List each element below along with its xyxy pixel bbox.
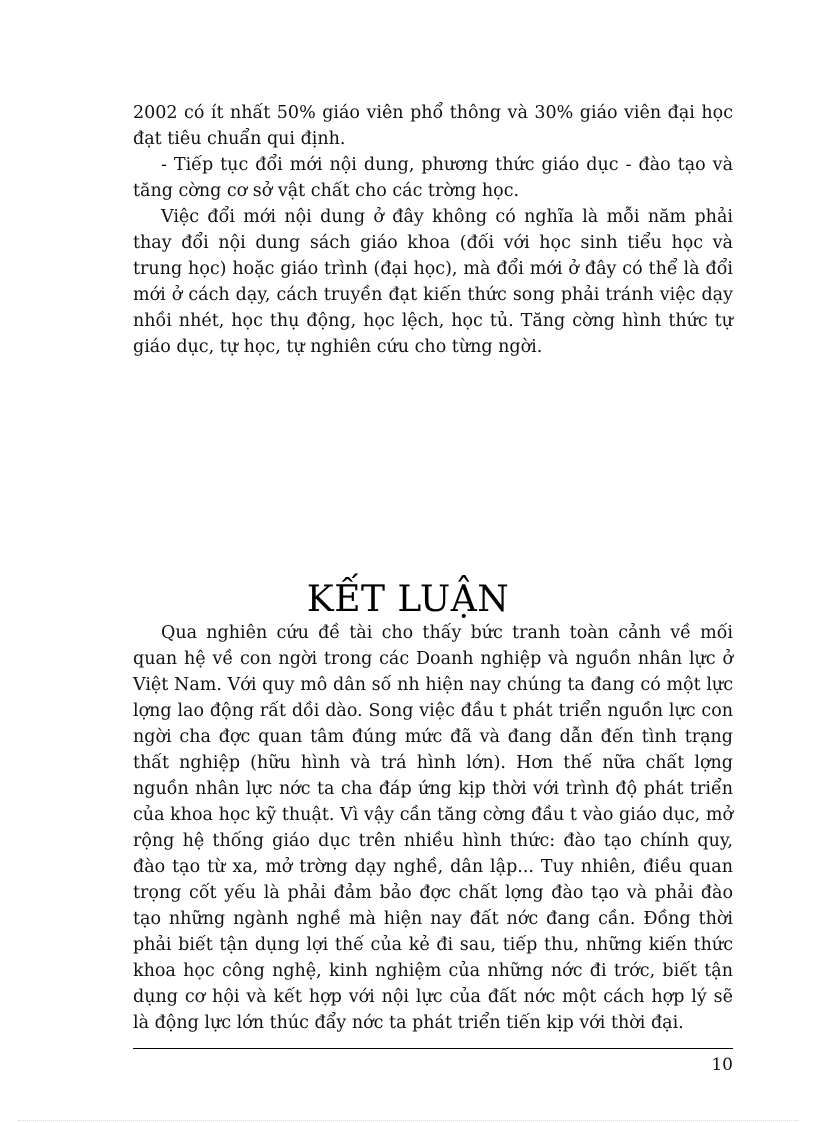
conclusion-heading: KẾT LUẬN [306, 579, 510, 620]
top-text-section [133, 100, 733, 360]
paragraph-teacher-standard: 2002 có ít nhất 50% giáo viên phổ thông và 30% giáo viên đại học đạt tiêu chuẩn qui định. [133, 103, 733, 149]
page-number: 10 [711, 1055, 733, 1075]
conclusion-section [133, 620, 733, 1036]
paragraph-renew-content: - Tiếp tục đổi mới nội dung, phương thức giáo dục - đào tạo và tăng cờng cơ sở vật chất cho các trờng học. [133, 155, 733, 201]
footer-divider [133, 1048, 733, 1049]
page-bottom-dotted-border [18, 1120, 798, 1121]
conclusion-paragraph: Qua nghiên cứu đề tài cho thấy bức tranh toàn cảnh về mối quan hệ về con ngời trong các Doanh nghiệp và nguồn nhân lực ở Việt Nam. Với quy mô dân số nh hiện nay chúng ta đang có một lực lợng lao động rất dồi dào. Song việc đầu t phát triển nguồn lực con ngời cha đợc quan tâm đúng mức đã và đang dẫn đến tình trạng thất nghiệp (hữu hình và trá hình lớn). Hơn thế nữa chất lợng nguồn nhân lực nớc ta cha đáp ứng kịp thời với trình độ phát triển của khoa học kỹ thuật. Vì vậy cần tăng cờng đầu t vào giáo dục, mở rộng hệ thống giáo dục trên nhiều hình thức: đào tạo chính quy, đào tạo từ xa, mở trờng dạy nghề, dân lập... Tuy nhiên, điều quan trọng cốt yếu là phải đảm bảo đợc chất lợng đào tạo và phải đào tạo những ngành nghề mà hiện nay đất nớc đang cần. Đồng thời phải biết tận dụng lợi thế của kẻ đi sau, tiếp thu, những kiến thức khoa học công nghệ, kinh nghiệm của những nớc đi trớc, biết tận dụng cơ hội và kết hợp với nội lực của đất nớc một cách hợp lý sẽ là động lực lớn thúc đẩy nớc ta phát triển tiến kịp với thời đại. [133, 623, 733, 1033]
paragraph-renew-explanation: Việc đổi mới nội dung ở đây không có nghĩa là mỗi năm phải thay đổi nội dung sách giáo khoa (đối với học sinh tiểu học và trung học) hoặc giáo trình (đại học), mà đổi mới ở đây có thể là đổi mới ở cách dạy, cách truyền đạt kiến thức song phải tránh việc dạy nhồi nhét, học thụ động, học lệch, học tủ. Tăng cờng hình thức tự giáo dục, tự học, tự nghiên cứu cho từng ngời. [133, 207, 733, 357]
